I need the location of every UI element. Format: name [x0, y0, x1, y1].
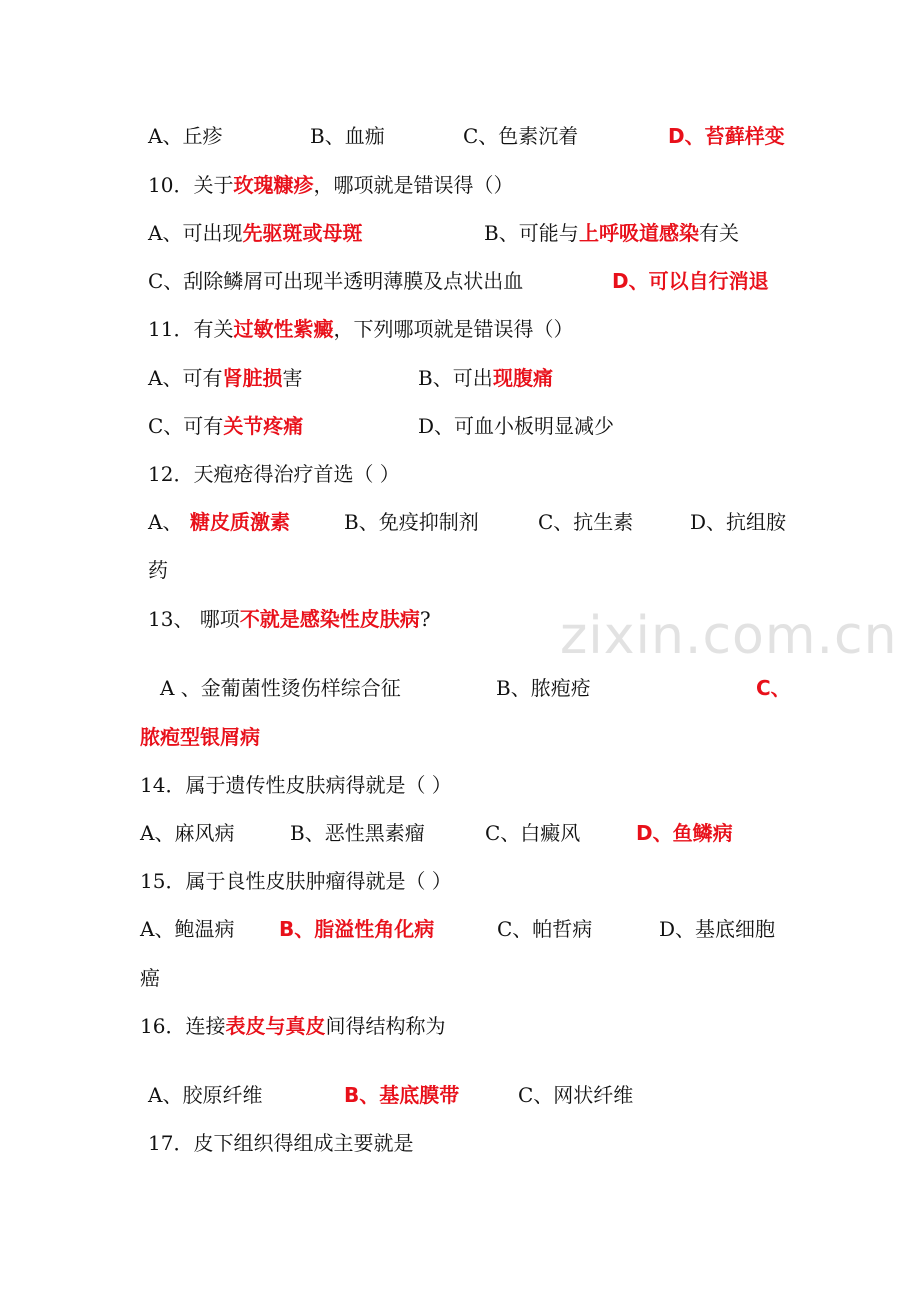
q16-options-part-2: C、网状纤维: [518, 1083, 634, 1107]
q12-options-wrap-part-0: 药: [148, 558, 168, 582]
q11-stem-part-1: 过敏性紫癜: [233, 317, 334, 341]
q12-options-part-0: A、: [148, 510, 183, 534]
q10-options-cd: [148, 268, 900, 294]
q13-options-part-2: C、: [756, 676, 791, 700]
q11-stem: [148, 316, 900, 342]
q13-options-part-0: A 、金葡菌性烫伤样综合征: [160, 676, 401, 700]
q11-options-cd-part-0: C、可有: [148, 414, 224, 438]
q11-options-ab: [148, 365, 900, 391]
q16-options: [148, 1082, 900, 1108]
q9-options-part-3: D、苔藓样变: [668, 124, 785, 148]
q13-options-part-1: B、脓疱疮: [496, 676, 591, 700]
q9-options-part-2: C、色素沉着: [463, 124, 579, 148]
q13-stem-part-0: 13、 哪项: [148, 607, 240, 631]
q11-stem-part-0: 11．有关: [148, 317, 234, 341]
q12-options-wrap: [148, 557, 900, 583]
q9-options: [148, 123, 900, 149]
q14-options-part-0: A、麻风病: [140, 821, 235, 845]
q14-options-part-1: B、恶性黑素瘤: [290, 821, 425, 845]
q11-options-ab-part-0: A、可有: [148, 366, 223, 390]
q14-options-part-2: C、白癜风: [485, 821, 581, 845]
q12-stem: [148, 461, 900, 487]
q10-stem-part-0: 10．关于: [148, 173, 234, 197]
q15-options-part-0: A、鲍温病: [140, 917, 235, 941]
q11-options-ab-part-4: 现腹痛: [493, 366, 553, 390]
q10-options-ab-part-3: 上呼吸道感染: [579, 221, 699, 245]
q16-stem-part-0: 16．连接: [140, 1014, 226, 1038]
q10-stem-part-2: ，哪项就是错误得（）: [313, 173, 514, 197]
q11-stem-part-2: ，下列哪项就是错误得（）: [333, 317, 574, 341]
q10-options-cd-part-1: D、可以自行消退: [612, 269, 769, 293]
q10-options-ab-part-0: A、可出现: [148, 221, 243, 245]
q10-options-cd-part-0: C、刮除鳞屑可出现半透明薄膜及点状出血: [148, 269, 524, 293]
q16-stem-part-1: 表皮与真皮: [225, 1014, 326, 1038]
q15-options: [140, 916, 900, 942]
q12-options-part-4: D、抗组胺: [690, 510, 787, 534]
q14-stem-part-0: 14．属于遗传性皮肤病得就是（ ）: [140, 773, 452, 797]
q13-options: [160, 675, 900, 701]
q13-options-wrap-part-0: 脓疱型银屑病: [140, 725, 260, 749]
q14-stem: [140, 772, 900, 798]
q15-stem-part-0: 15．属于良性皮肤肿瘤得就是（ ）: [140, 869, 452, 893]
q12-options: [148, 509, 900, 535]
q15-options-wrap: [140, 965, 900, 991]
q12-options-part-1: 糖皮质激素: [190, 510, 290, 534]
q10-stem: [148, 172, 900, 198]
q17-stem-part-0: 17．皮下组织得组成主要就是: [148, 1131, 414, 1155]
q15-options-part-2: C、帕哲病: [497, 917, 593, 941]
q15-stem: [140, 868, 900, 894]
q10-options-ab: [148, 220, 900, 246]
q13-stem-part-1: 不就是感染性皮肤病: [239, 607, 420, 631]
q11-options-cd: [148, 413, 900, 439]
q16-stem-part-2: 间得结构称为: [325, 1014, 446, 1038]
q16-stem: [140, 1013, 900, 1039]
watermark: zixin.com.cn: [560, 606, 898, 666]
q15-options-wrap-part-0: 癌: [140, 966, 160, 990]
q12-stem-part-0: 12．天疱疮得治疗首选（ ）: [148, 462, 400, 486]
q11-options-ab-part-3: B、可出: [418, 366, 493, 390]
q13-options-wrap: [140, 724, 900, 750]
q13-stem-part-2: ?: [419, 607, 431, 631]
q16-options-part-0: A、胶原纤维: [148, 1083, 263, 1107]
q11-options-ab-part-2: 害: [282, 366, 303, 390]
q12-options-part-3: C、抗生素: [538, 510, 634, 534]
q11-options-cd-part-1: 关节疼痛: [223, 414, 304, 438]
q15-options-part-3: D、基底细胞: [659, 917, 776, 941]
q10-options-ab-part-1: 先驱斑或母斑: [242, 221, 363, 245]
q17-stem: [148, 1130, 900, 1156]
q10-options-ab-part-2: B、可能与: [484, 221, 579, 245]
q9-options-part-0: A、丘疹: [148, 124, 223, 148]
q11-options-ab-part-1: 肾脏损: [222, 366, 283, 390]
q14-options-part-3: D、鱼鳞病: [636, 821, 733, 845]
q14-options: [140, 820, 900, 846]
q12-options-part-2: B、免疫抑制剂: [344, 510, 479, 534]
q16-options-part-1: B、基底膜带: [344, 1083, 460, 1107]
q10-options-ab-part-4: 有关: [699, 221, 739, 245]
q9-options-part-1: B、血痂: [310, 124, 385, 148]
q11-options-cd-part-2: D、可血小板明显减少: [418, 414, 615, 438]
q15-options-part-1: B、脂溢性角化病: [279, 917, 435, 941]
q10-stem-part-1: 玫瑰糠疹: [233, 173, 314, 197]
